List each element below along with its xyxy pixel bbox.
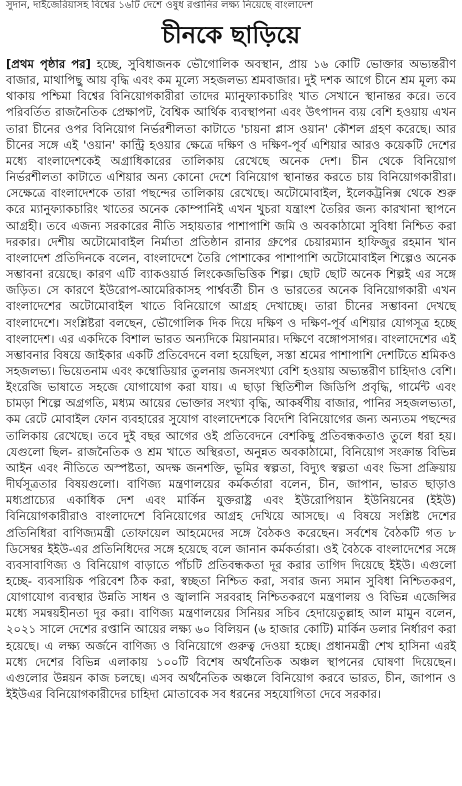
article-text: হচ্ছে, সুবিধাজনক ভৌগোলিক অবস্থান, প্রায় ১৬ কোটি ভোক্তার অভ্যন্তরীণ বাজার, মাথাপিছু আয় বৃদ্ধি এবং কম মূল্যে সহজলভ্য শ্রমবাজার। দুই দশক আগে চীনে শ্রম মূল্য কম থাকায় পশ্চিমা বিশ্বের বিনিয়োগকারীরা তাদের ম্যানুফ্যাকচারিং খাত সেখানে স্থানান্তর করে। তবে পরিবর্তিত রাজনৈতিক প্রেক্ষাপট, বৈশ্বিক আর্থিক ব্যবস্থাপনা এবং উৎপাদন ব্যয় বেশি হওয়ায় এখন তারা চীনের ওপর বিনিয়োগ নির্ভরশীলতা কাটাতে 'চায়না প্লাস ওয়ান' কৌশল গ্রহণ করেছে। আর চীনের সঙ্গে এই 'ওয়ান' কান্ট্রি হওয়ার ক্ষেত্রে দক্ষিণ ও দক্ষিণ-পূর্ব এশিয়ার আরও কয়েকটি দেশের মধ্যে বাংলাদেশকেই অগ্রাধিকারের তালিকায় রেখেছে অনেক দেশ। চীন থেকে বিনিয়োগ নির্ভরশীলতা কাটাতে এশিয়ার অন্য কোনো দেশে বিনিয়োগ স্থানান্তর করতে চায় বিনিয়োগকারীরা। সেক্ষেত্রে বাংলাদেশকে তারা পছন্দের তালিকায় রেখেছে। অটোমোবাইল, ইলেকট্রনিক্স থেকে শুরু করে ম্যানুফ্যাকচারিং খাতের অনেক কোম্পানিই এখন খুচরা যন্ত্রাংশ তৈরির জন্য কারখানা স্থাপনে আগ্রহী। তবে এজন্য সরকারের নীতি সহায়তার পাশাপাশি জমি ও অবকাঠামো সুবিধা নিশ্চিত করা দরকার। দেশীয় অটোমোবাইল নির্মাতা প্রতিষ্ঠান রানার গ্রুপের চেয়ারম্যান হাফিজুর রহমান খান বাংলাদেশ প্রতিদিনকে বলেন, বাংলাদেশে তৈরি পোশাকের পাশাপাশি অটোমোবাইল শিল্পেও অনেক সম্ভাবনা রয়েছে। কারণ এটি ব্যাকওয়ার্ড লিংকেজভিত্তিক শিল্প। ছোট ছোট অনেক শিল্পই এর সঙ্গে জড়িত। সে কারণে ইউরোপ-আমেরিকাসহ পার্শ্ববর্তী চীন ও ভারতের অনেক বিনিয়োগকারী এখন বাংলাদেশের অটোমোবাইল খাতে বিনিয়োগে আগ্রহ দেখাচ্ছে। তারা চীনের সম্ভাবনা দেখছে বাংলাদেশে। সংশ্লিষ্টরা বলছেন, ভৌগোলিক দিক দিয়ে দক্ষিণ ও দক্ষিণ-পূর্ব এশিয়ার যোগসূত্র হচ্ছে বাংলাদেশ। এর একদিকে বিশাল ভারত অন্যদিকে মিয়ানমার। দক্ষিণে বঙ্গোপসাগর। বাংলাদেশের এই সম্ভাবনার বিষয়ে জাইকার একটি প্রতিবেদনে বলা হয়েছিল, সস্তা শ্রমের পাশাপাশি দেশটিতে শ্রমিকও সহজলভ্য। ভিয়েতনাম এবং কম্বোডিয়ার তুলনায় জনসংখ্যা বেশি হওয়ায় অভ্যন্তরীণ চাহিদাও বেশি। ইংরেজি ভাষাতে সহজে যোগাযোগ করা যায়। এ ছাড়া স্থিতিশীল জিডিপি প্রবৃদ্ধি, গার্মেন্ট এবং চামড়া শিল্পে অগ্রগতি, মধ্যম আয়ের ভোক্তার সংখ্যা বৃদ্ধি, আকর্ষণীয় বাজার, পানির সহজলভ্যতা, কম রেটে মোবাইল ফোন ব্যবহারের সুযোগ বাংলাদেশকে বিদেশি বিনিয়োগের জন্য অন্যতম পছন্দের তালিকায় রেখেছে। তবে দুই বছর আগের ওই প্রতিবেদনে বেশকিছু প্রতিবন্ধকতাও তুলে ধরা হয়। যেগুলো ছিল- রাজনৈতিক ও শ্রম খাতে অস্থিরতা, অনুন্নত অবকাঠামো, বিনিয়োগ সংক্রান্ত বিভিন্ন আইন এবং নীতিতে অস্পষ্টতা, অদক্ষ জনশক্তি, ভূমির স্বল্পতা, বিদ্যুৎ স্বল্পতা এবং ভিসা প্রক্রিয়ায় দীর্ঘসূত্রতার বিষয়গুলো। বাণিজ্য মন্ত্রণালয়ের কর্মকর্তারা বলেন, চীন, জাপান, ভারত ছাড়াও মধ্যপ্রাচ্যের একাধিক দেশ এবং মার্কিন যুক্তরাষ্ট্র এবং ইউরোপিয়ান ইউনিয়নের (ইইউ) বিনিয়োগকারীরাও বাংলাদেশে বিনিয়োগের আগ্রহ দেখিয়ে আসছে। এ বিষয়ে সংশ্লিষ্ট দেশের প্রতিনিধিরা বাণিজ্যমন্ত্রী তোফায়েল আহমেদের সঙ্গে বৈঠকও করেছেন। সর্বশেষ বৈঠকটি গত ৮ ডিসেম্বর ইইউ-এর প্রতিনিধিদের সঙ্গে হয়েছে বলে জানান কর্মকর্তারা। ওই বৈঠকে বাংলাদেশের সঙ্গে ব্যবসাবাণিজ্য ও বিনিয়োগ বাড়াতে পাঁচটি প্রতিবন্ধকতা দূর করার তাগিদ দিয়েছে ইইউ। এগুলো হচ্ছে- ব্যবসায়িক পরিবেশ ঠিক করা, স্বচ্ছতা নিশ্চিত করা, সবার জন্য সমান সুবিধা নিশ্চিতকরণ, যোগাযোগ ব্যবস্থার উন্নতি সাধন ও জ্বালানি সরবরাহ নিশ্চিতকরণে মন্ত্রণালয় ও বিভিন্ন এজেন্সির মধ্যে সমন্বয়হীনতা দূর করা। বাণিজ্য মন্ত্রণালয়ের সিনিয়র সচিব হেদায়েতুল্লাহ আল মামুন বলেন, ২০২১ সালে দেশের রপ্তানি আয়ের লক্ষ্য ৬০ বিলিয়ন (৬ হাজার কোটি) মার্কিন ডলার নির্ধারণ করা হয়েছে। এ লক্ষ্য অর্জনে বাণিজ্য ও বিনিয়োগে গুরুত্ব দেওয়া হচ্ছে। প্রধানমন্ত্রী শেখ হাসিনা এরই মধ্যে দেশের বিভিন্ন এলাকায় ১০০টি বিশেষ অর্থনৈতিক অঞ্চল স্থাপনের ঘোষণা দিয়েছেন। এগুলোর উন্নয়ন কাজ চলছে। এসব অর্থনৈতিক অঞ্চলে বিনিয়োগ করবে ভারত, চীন, জাপান ও ইইউএর বিনিয়োগকারীদের চাহিদা মোতাবেক সব ধরনের সহযোগিতা দেবে সরকার। (6, 57, 456, 702)
previous-article-tail: সুদান, দাইজেরিয়াসহ বিশ্বের ১৬টি দেশে ওষুধ রপ্তানির লক্ষ্য নিয়েছে বাংলাদেশ (6, 0, 314, 11)
continuation-label: [প্রথম পৃষ্ঠার পর] (6, 57, 91, 71)
article-paragraph (6, 56, 456, 702)
article-body (0, 54, 462, 702)
headline: চীনকে ছাড়িয়ে (161, 21, 301, 49)
